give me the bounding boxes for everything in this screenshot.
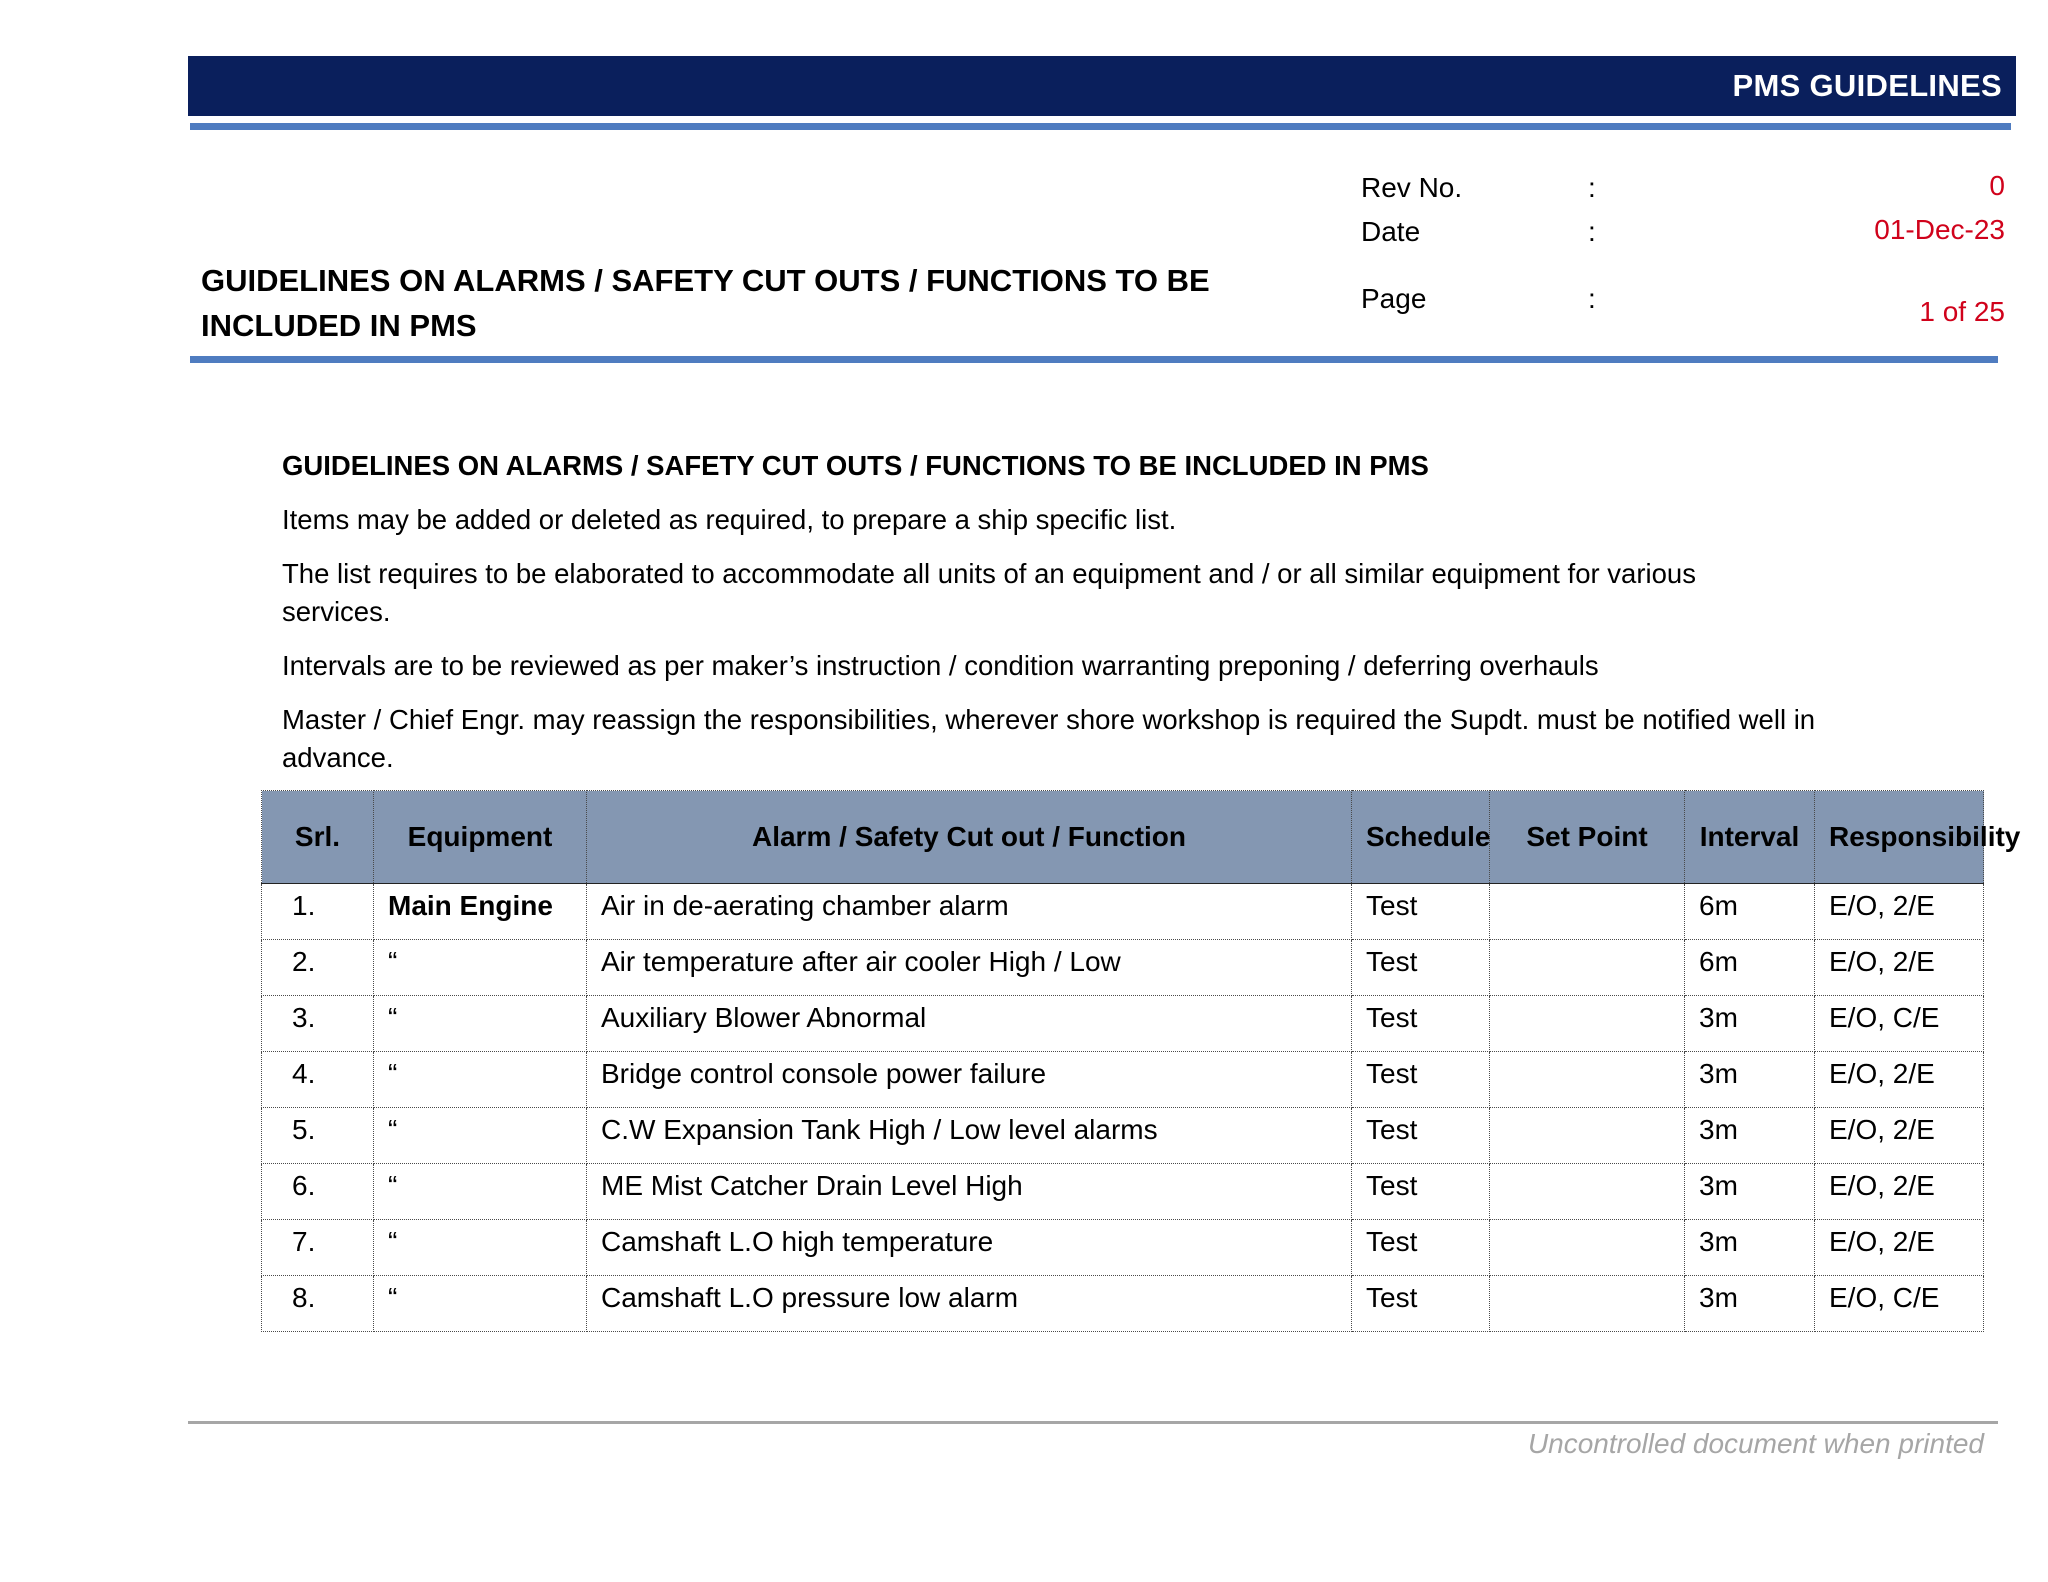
cell-function: Camshaft L.O pressure low alarm: [587, 1276, 1352, 1332]
meta-value-date: 01-Dec-23: [1874, 214, 2005, 245]
body-paragraph-1: Items may be added or deleted as required, to prepare a ship specific list.: [282, 504, 1177, 535]
alarm-table: [261, 790, 2021, 1332]
table-row: [262, 1220, 1984, 1276]
cell-interval: 3m: [1685, 996, 1815, 1052]
cell-schedule: Test: [1352, 1164, 1490, 1220]
cell-equipment: “: [374, 1164, 587, 1220]
table-row: [262, 884, 1984, 940]
cell-srl: 6.: [262, 1164, 374, 1220]
table-row: [262, 1052, 1984, 1108]
meta-label-page: Page: [1361, 283, 1427, 314]
body-paragraph-3: Intervals are to be reviewed as per maker’s instruction / condition warranting preponing / deferring overhauls: [282, 650, 1599, 681]
table-row: [262, 1108, 1984, 1164]
cell-responsibility: E/O, C/E: [1815, 996, 1984, 1052]
cell-srl: 5.: [262, 1108, 374, 1164]
cell-responsibility: E/O, 2/E: [1815, 1220, 1984, 1276]
cell-equipment: “: [374, 1220, 587, 1276]
cell-responsibility: E/O, 2/E: [1815, 940, 1984, 996]
cell-equipment: “: [374, 1276, 587, 1332]
cell-function: Camshaft L.O high temperature: [587, 1220, 1352, 1276]
cell-schedule: Test: [1352, 1052, 1490, 1108]
cell-responsibility: E/O, C/E: [1815, 1276, 1984, 1332]
table-row: [262, 996, 1984, 1052]
cell-srl: 2.: [262, 940, 374, 996]
meta-colon-rev: :: [1588, 172, 1596, 203]
cell-interval: 3m: [1685, 1220, 1815, 1276]
cell-srl: 3.: [262, 996, 374, 1052]
cell-set-point: [1490, 996, 1685, 1052]
meta-label-rev: Rev No.: [1361, 172, 1463, 203]
cell-set-point: [1490, 1276, 1685, 1332]
header-responsibility: Responsibility: [1815, 791, 1984, 884]
cell-interval: 6m: [1685, 940, 1815, 996]
header-function: Alarm / Safety Cut out / Function: [587, 791, 1352, 884]
cell-schedule: Test: [1352, 1108, 1490, 1164]
cell-responsibility: E/O, 2/E: [1815, 1052, 1984, 1108]
cell-srl: 4.: [262, 1052, 374, 1108]
cell-srl: 8.: [262, 1276, 374, 1332]
cell-set-point: [1490, 1164, 1685, 1220]
table-header-row: [262, 791, 1984, 884]
table-row: [262, 940, 1984, 996]
cell-equipment: Main Engine: [374, 884, 587, 940]
cell-srl: 1.: [262, 884, 374, 940]
cell-function: ME Mist Catcher Drain Level High: [587, 1164, 1352, 1220]
meta-colon-date: :: [1588, 216, 1596, 247]
cell-set-point: [1490, 940, 1685, 996]
document-title: GUIDELINES ON ALARMS / SAFETY CUT OUTS / FUNCTIONS TO BE INCLUDED IN PMS: [201, 263, 1210, 343]
cell-interval: 3m: [1685, 1052, 1815, 1108]
header-band: [188, 56, 2016, 116]
cell-schedule: Test: [1352, 1220, 1490, 1276]
cell-responsibility: E/O, 2/E: [1815, 1164, 1984, 1220]
table-row: [262, 1164, 1984, 1220]
cell-equipment: “: [374, 940, 587, 996]
header-schedule: Schedule: [1352, 791, 1490, 884]
cell-function: Bridge control console power failure: [587, 1052, 1352, 1108]
meta-value-page: 1 of 25: [1919, 296, 2005, 327]
cell-interval: 3m: [1685, 1276, 1815, 1332]
cell-responsibility: E/O, 2/E: [1815, 1108, 1984, 1164]
header-rule-bottom: [190, 356, 1998, 363]
header-brand: PMS GUIDELINES: [1732, 68, 2002, 103]
body-paragraph-4: Master / Chief Engr. may reassign the responsibilities, wherever shore workshop is required the Supdt. must be notified well in advance.: [282, 704, 1816, 773]
cell-interval: 3m: [1685, 1108, 1815, 1164]
footer-rule: [188, 1421, 1998, 1424]
header-srl: Srl.: [262, 791, 374, 884]
cell-function: Auxiliary Blower Abnormal: [587, 996, 1352, 1052]
cell-schedule: Test: [1352, 884, 1490, 940]
header-interval: Interval: [1685, 791, 1815, 884]
cell-equipment: “: [374, 1108, 587, 1164]
meta-value-rev: 0: [1989, 170, 2005, 201]
cell-set-point: [1490, 1108, 1685, 1164]
body-paragraph-2: The list requires to be elaborated to accommodate all units of an equipment and / or all similar equipment for various services.: [282, 558, 1696, 627]
table-row: [262, 1276, 1984, 1332]
cell-schedule: Test: [1352, 940, 1490, 996]
cell-schedule: Test: [1352, 1276, 1490, 1332]
cell-equipment: “: [374, 1052, 587, 1108]
cell-set-point: [1490, 1052, 1685, 1108]
cell-equipment: “: [374, 996, 587, 1052]
header-rule-top: [190, 123, 2011, 130]
cell-interval: 6m: [1685, 884, 1815, 940]
meta-colon-page: :: [1588, 283, 1596, 314]
cell-responsibility: E/O, 2/E: [1815, 884, 1984, 940]
cell-function: C.W Expansion Tank High / Low level alarms: [587, 1108, 1352, 1164]
cell-set-point: [1490, 884, 1685, 940]
cell-schedule: Test: [1352, 996, 1490, 1052]
body-heading: GUIDELINES ON ALARMS / SAFETY CUT OUTS / FUNCTIONS TO BE INCLUDED IN PMS: [282, 450, 1429, 481]
meta-label-date: Date: [1361, 216, 1421, 247]
cell-function: Air temperature after air cooler High / Low: [587, 940, 1352, 996]
cell-function: Air in de-aerating chamber alarm: [587, 884, 1352, 940]
footer-note: Uncontrolled document when printed: [1527, 1428, 1984, 1459]
header-set-point: Set Point: [1490, 791, 1685, 884]
cell-srl: 7.: [262, 1220, 374, 1276]
header-equipment: Equipment: [374, 791, 587, 884]
cell-interval: 3m: [1685, 1164, 1815, 1220]
cell-set-point: [1490, 1220, 1685, 1276]
